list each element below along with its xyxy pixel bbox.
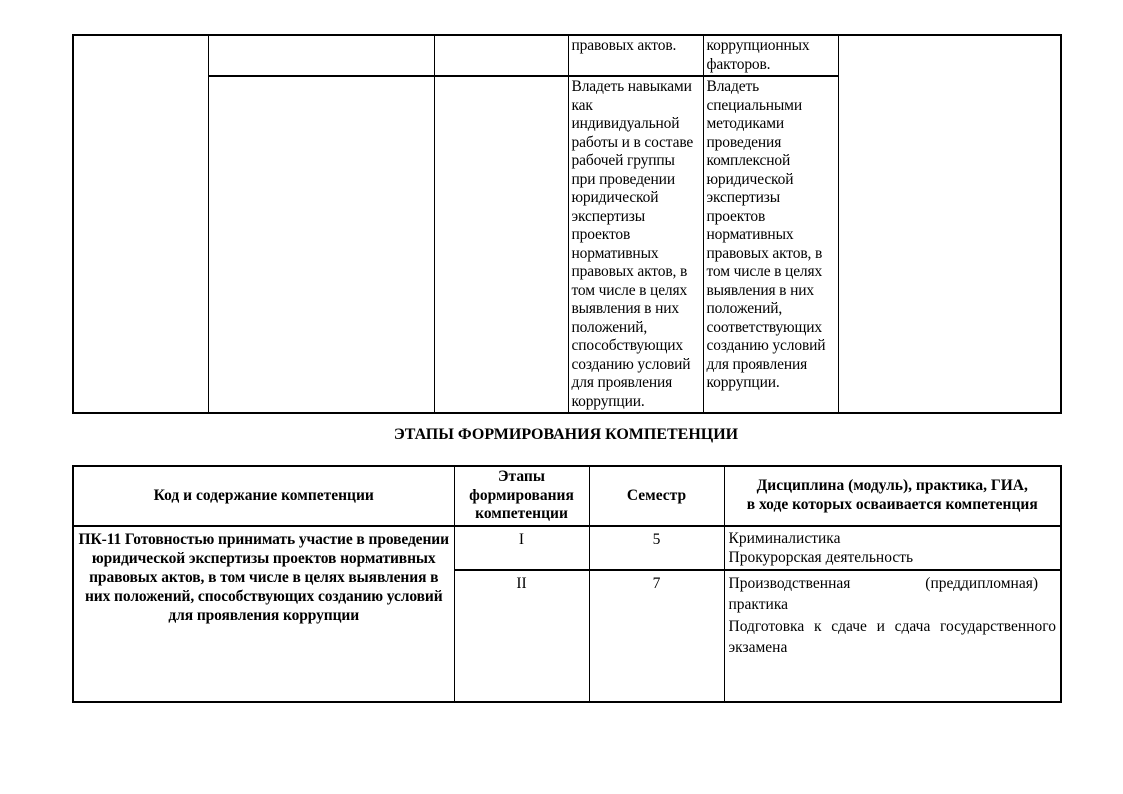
discipline-line: Криминалистика: [728, 529, 841, 547]
corruption-factors-tail-cell: коррупционных факторов.: [703, 35, 838, 76]
discipline-line: [729, 573, 1057, 595]
discipline-word: государственного: [940, 617, 1056, 635]
header-discipline: [724, 466, 1061, 526]
stage-cell-1: I: [454, 526, 589, 570]
discipline-word: и: [876, 617, 885, 635]
discipline-word: (преддипломная): [925, 574, 1038, 592]
competency-table-continued: [72, 34, 1062, 414]
table-row: [73, 35, 1061, 76]
discipline-word: к: [813, 617, 822, 635]
disciplines-cell-2: [724, 570, 1061, 702]
disciplines-cell-1: [724, 526, 1061, 570]
stages-table: [72, 465, 1062, 703]
competency-cell: ПК-11 Готовностью принимать участие в проведении юридической экспертизы проектов нормативных правовых актов, в том числе в целях выявления в них положений, способствующих созданию условий для проявления коррупции: [73, 526, 454, 702]
semester-cell-2: 7: [589, 570, 724, 702]
discipline-line: Прокурорская деятельность: [728, 548, 914, 566]
semester-cell-1: 5: [589, 526, 724, 570]
vladet-special-methods-cell: Владеть специальными методиками проведения комплексной юридической экспертизы проектов нормативных правовых актов, в том числе в целях выявления в них положений, соответствующих созданию условий для проявления коррупции.: [703, 76, 838, 413]
section-heading: ЭТАПЫ ФОРМИРОВАНИЯ КОМПЕТЕНЦИИ: [393, 426, 739, 443]
discipline-line: практика: [728, 596, 788, 613]
vladet-skills-cell: Владеть навыками как индивидуальной работы и в составе рабочей группы при проведении юридической экспертизы проектов нормативных правовых актов, в том числе в целях выявления в них положений, способствующих созданию условий для проявления коррупции.: [568, 76, 703, 413]
discipline-word: сдача: [894, 617, 931, 635]
empty-left-cell: [73, 35, 208, 413]
header-discipline-line1: Дисциплина (модуль), практика, ГИА,: [756, 477, 1028, 495]
stage-row-1: [73, 526, 1061, 570]
empty-right-cell: [838, 35, 1061, 413]
stages-table-header-row: [73, 466, 1061, 526]
empty-cell: [208, 76, 434, 413]
header-discipline-line2: в ходе которых осваивается компетенция: [746, 495, 1038, 513]
empty-cell: [434, 76, 568, 413]
discipline-line: экзамена: [728, 639, 788, 656]
discipline-line: [729, 616, 1057, 638]
empty-cell: [208, 35, 434, 76]
header-stages: Этапы формирования компетенции: [454, 466, 589, 526]
header-semester: Семестр: [589, 466, 724, 526]
header-competency: Код и содержание компетенции: [73, 466, 454, 526]
discipline-word: сдаче: [831, 617, 867, 635]
discipline-word: Подготовка: [728, 617, 805, 635]
discipline-word: Производственная: [728, 574, 851, 592]
pravovye-akty-tail-cell: правовых актов.: [568, 35, 703, 76]
stage-cell-2: II: [454, 570, 589, 702]
empty-cell: [434, 35, 568, 76]
